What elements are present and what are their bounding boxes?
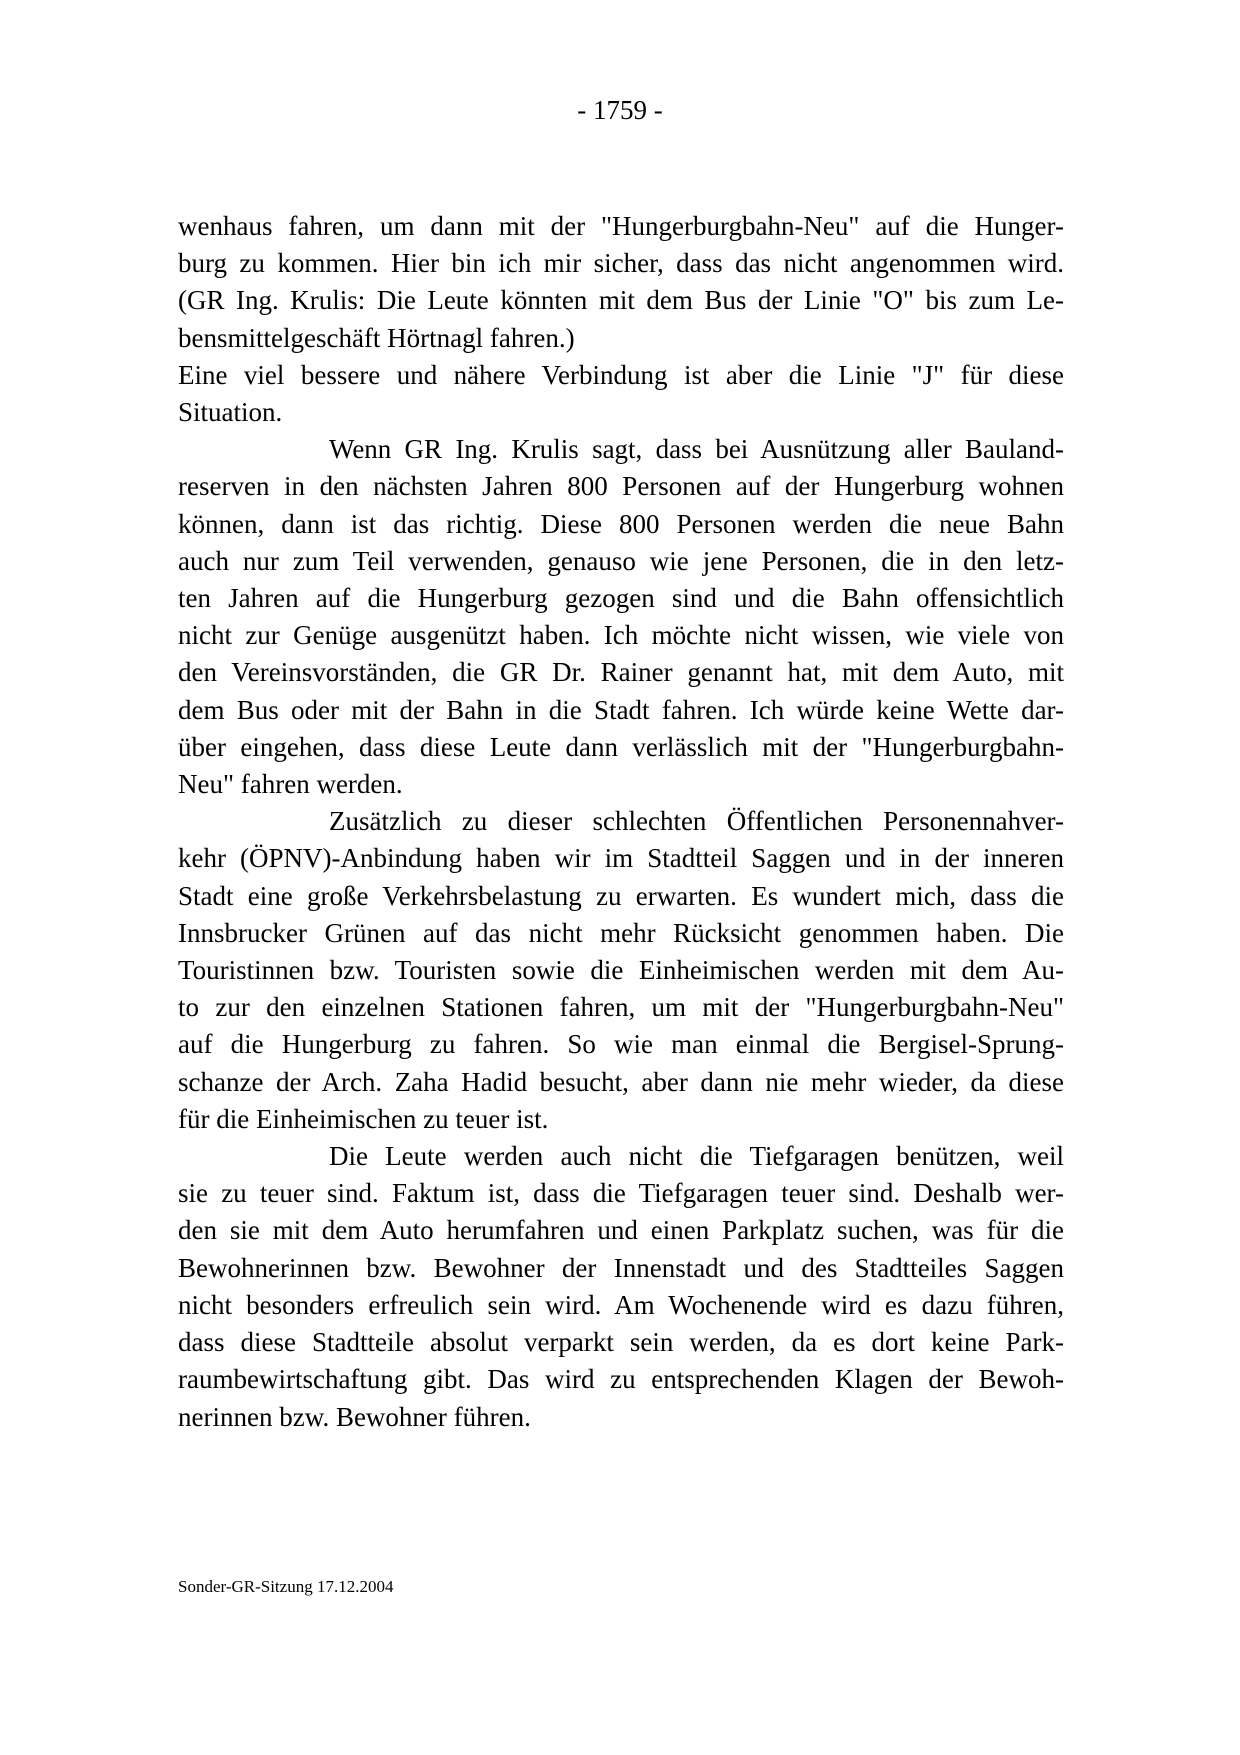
page-number: - 1759 - <box>577 95 663 125</box>
text-line: den Vereinsvorständen, die GR Dr. Rainer genannt hat, mit dem Auto, mit <box>178 657 1064 688</box>
text-line: schanze der Arch. Zaha Hadid besucht, aber dann nie mehr wieder, da diese <box>178 1066 1064 1097</box>
text-line: Eine viel bessere und nähere Verbindung ist aber die Linie "J" für diese <box>178 359 1064 390</box>
text-line: burg zu kommen. Hier bin ich mir sicher, dass das nicht angenommen wird. <box>178 248 1064 279</box>
paragraph <box>178 208 1064 357</box>
text-line: Neu" fahren werden. <box>178 769 403 800</box>
text-line: (GR Ing. Krulis: Die Leute könnten mit dem Bus der Linie "O" bis zum Le- <box>178 285 1064 316</box>
text-line: reserven in den nächsten Jahren 800 Personen auf der Hungerburg wohnen <box>178 471 1064 502</box>
document-body <box>178 208 1064 1436</box>
text-line: Touristinnen bzw. Touristen sowie die Einheimischen werden mit dem Au- <box>178 955 1064 986</box>
text-line: Wenn GR Ing. Krulis sagt, dass bei Ausnützung aller Bauland- <box>329 434 1064 465</box>
footer-session-date: Sonder-GR-Sitzung 17.12.2004 <box>178 1577 394 1596</box>
text-line: dass diese Stadtteile absolut verparkt sein werden, da es dort keine Park- <box>178 1327 1064 1358</box>
text-line: Stadt eine große Verkehrsbelastung zu erwarten. Es wundert mich, dass die <box>178 880 1064 911</box>
text-line: wenhaus fahren, um dann mit der "Hungerburgbahn-Neu" auf die Hunger- <box>178 211 1064 241</box>
paragraph <box>178 431 1064 803</box>
text-line: Die Leute werden auch nicht die Tiefgaragen benützen, weil <box>329 1141 1064 1172</box>
text-line: können, dann ist das richtig. Diese 800 Personen werden die neue Bahn <box>178 508 1064 539</box>
text-line: ten Jahren auf die Hungerburg gezogen sind und die Bahn offensichtlich <box>178 583 1064 614</box>
text-line: dem Bus oder mit der Bahn in die Stadt fahren. Ich würde keine Wette dar- <box>178 694 1064 725</box>
paragraph <box>178 357 1064 431</box>
text-line: nerinnen bzw. Bewohner führen. <box>178 1401 531 1432</box>
text-line: Situation. <box>178 397 283 428</box>
text-line: den sie mit dem Auto herumfahren und einen Parkplatz suchen, was für die <box>178 1215 1064 1246</box>
paragraph <box>178 1138 1064 1436</box>
text-line: über eingehen, dass diese Leute dann verlässlich mit der "Hungerburgbahn- <box>178 731 1064 762</box>
text-line: raumbewirtschaftung gibt. Das wird zu entsprechenden Klagen der Bewoh- <box>178 1364 1064 1395</box>
paragraph <box>178 803 1064 1138</box>
text-line: to zur den einzelnen Stationen fahren, um mit der "Hungerburgbahn-Neu" <box>178 992 1064 1023</box>
text-line: Bewohnerinnen bzw. Bewohner der Innenstadt und des Stadtteiles Saggen <box>178 1252 1064 1283</box>
text-line: für die Einheimischen zu teuer ist. <box>178 1103 549 1134</box>
text-line: auch nur zum Teil verwenden, genauso wie jene Personen, die in den letz- <box>178 545 1064 576</box>
text-line: nicht besonders erfreulich sein wird. Am Wochenende wird es dazu führen, <box>178 1289 1064 1320</box>
text-line: Innsbrucker Grünen auf das nicht mehr Rücksicht genommen haben. Die <box>178 917 1064 948</box>
text-line: Zusätzlich zu dieser schlechten Öffentlichen Personennahver- <box>329 806 1064 837</box>
text-line: nicht zur Genüge ausgenützt haben. Ich möchte nicht wissen, wie viele von <box>178 620 1064 651</box>
text-line: sie zu teuer sind. Faktum ist, dass die Tiefgaragen teuer sind. Deshalb wer- <box>178 1178 1064 1209</box>
text-line: auf die Hungerburg zu fahren. So wie man einmal die Bergisel-Sprung- <box>178 1029 1064 1060</box>
text-line: bensmittelgeschäft Hörtnagl fahren.) <box>178 322 575 353</box>
text-line: kehr (ÖPNV)-Anbindung haben wir im Stadtteil Saggen und in der inneren <box>178 843 1064 874</box>
